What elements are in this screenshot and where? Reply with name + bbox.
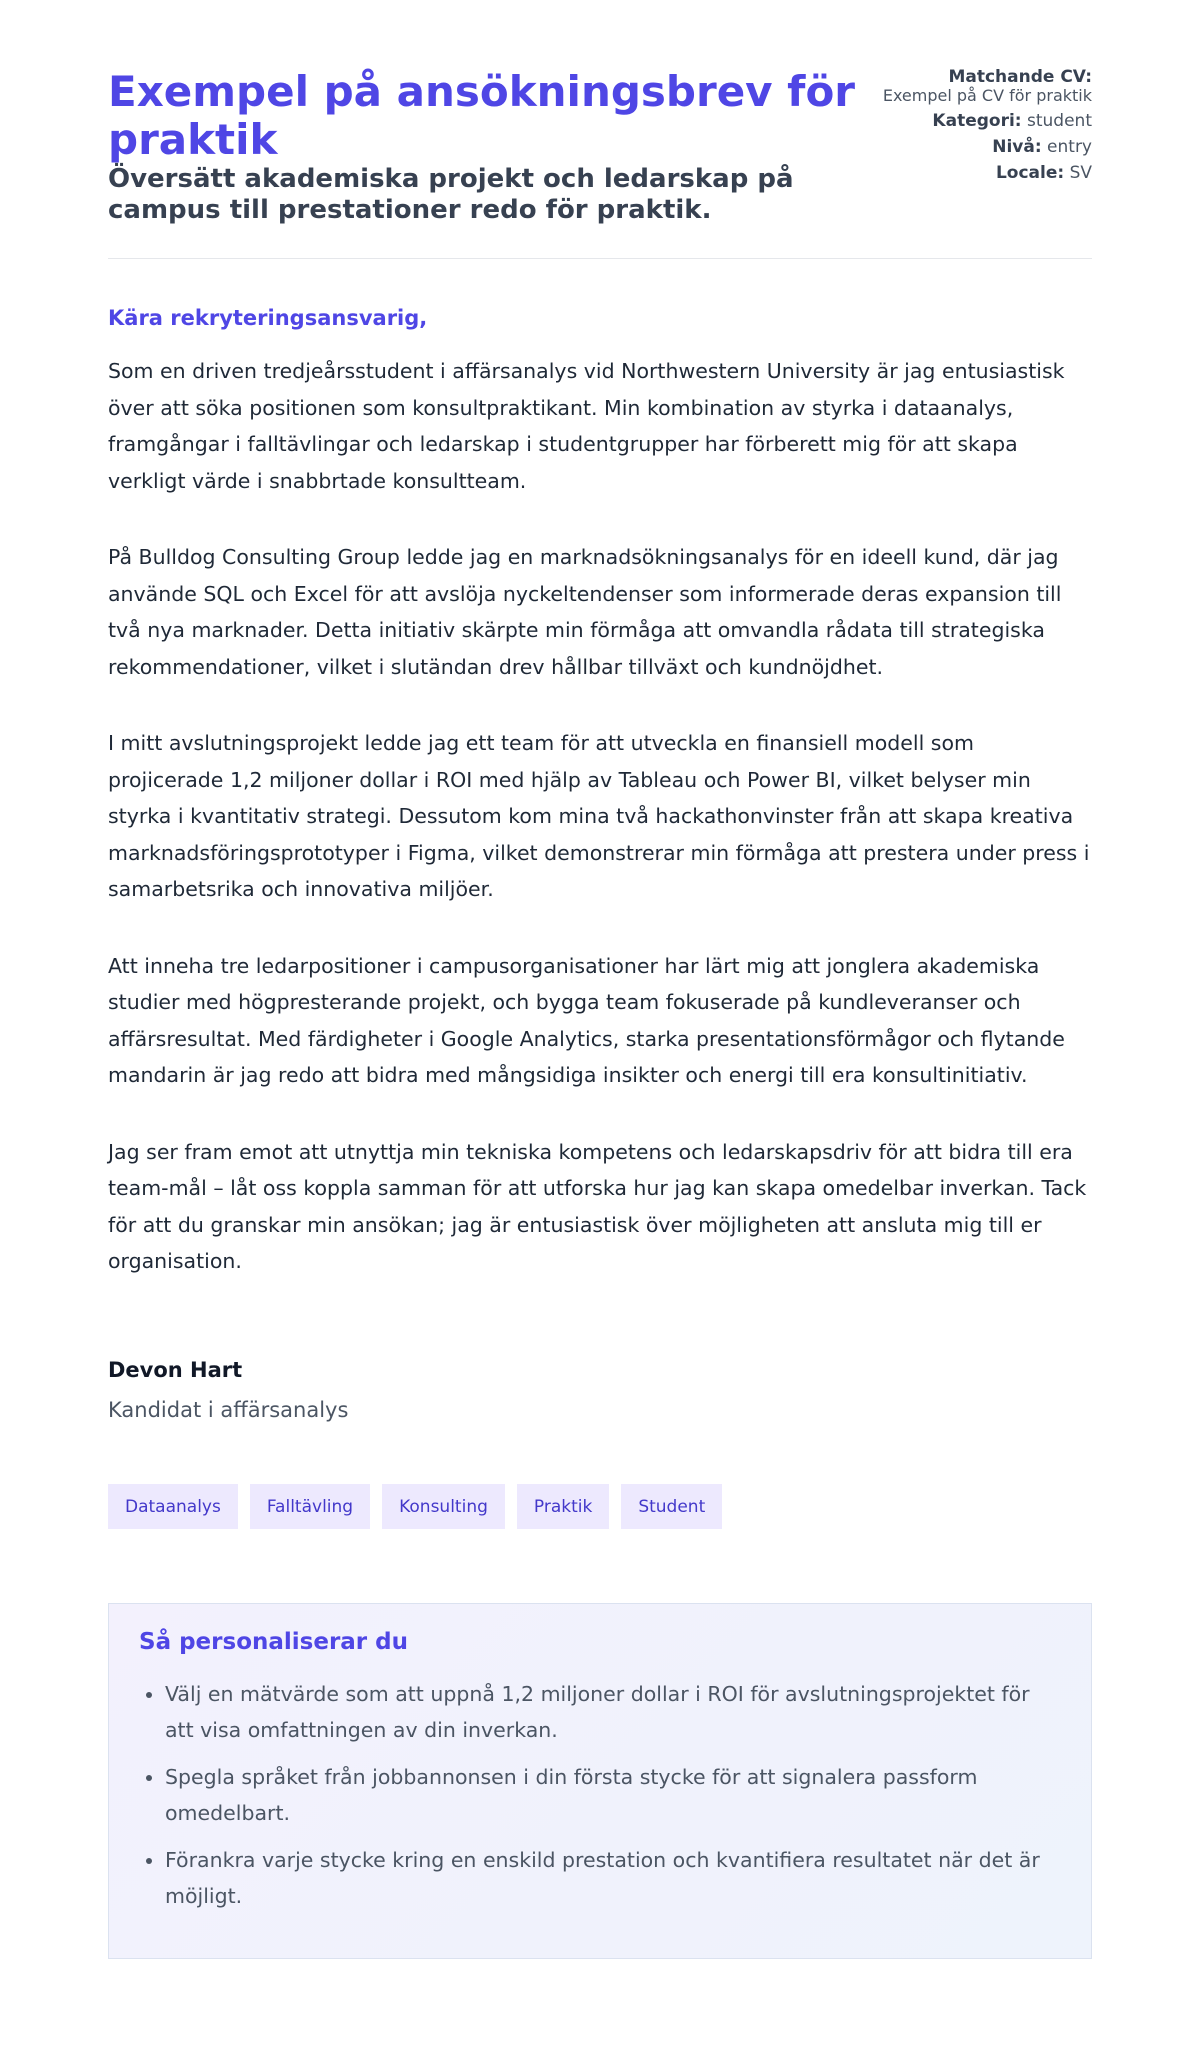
signature-name: Devon Hart <box>108 1357 243 1382</box>
signature-block <box>108 1354 1092 1426</box>
tag-praktik[interactable]: Praktik <box>517 1484 609 1529</box>
letter-paragraph: Jag ser fram emot att utnyttja min tekniska kompetens och ledarskapsdriv för att bidra till era team-mål – låt oss koppla samman för att utforska hur jag kan skapa omedelbar inverkan. Tack för att du granskar min ansökan; jag är entusiastisk över möjligheten att ansluta mig till er organisation. <box>108 1139 1087 1273</box>
meta-level <box>872 136 1092 158</box>
meta-category-label: Kategori: <box>932 111 1022 131</box>
meta-level-value: entry <box>1047 137 1092 157</box>
tips-title: Så personaliserar du <box>139 1628 408 1655</box>
page-title: Exempel på ansökningsbrev för praktik <box>108 67 856 164</box>
letter-paragraph: I mitt avslutningsprojekt ledde jag ett team för att utveckla en finansiell modell som projicerade 1,2 miljoner dollar i ROI med hjälp av Tableau och Power BI, vilket belyser min styrka i kvantitativ strategi. Dessutom kom mina två hackathonvinster från att skapa kreativa marknadsföringsprototyper i Figma, vilket demonstrerar min förmåga att prestera under press i samarbetsrika och innovativa miljöer. <box>108 731 1090 901</box>
meta-panel <box>872 68 1092 188</box>
tip-item: • Förankra varje stycke kring en enskild prestation och kvantifiera resultatet när det är möjligt. <box>165 1842 1061 1915</box>
letter-salutation: Kära rekryteringsansvarig, <box>108 306 428 330</box>
letter-paragraph: Att inneha tre ledarpositioner i campusorganisationer har lärt mig att jonglera akademiska studier med högpresterande projekt, och bygga team fokuserade på kundleveranser och affärsresultat. Med färdigheter i Google Analytics, starka presentationsförmågor och flytande mandarin är jag redo att bidra med mångsidiga insikter och energi till era konsultinitiativ. <box>108 953 1065 1087</box>
meta-category <box>872 110 1092 132</box>
letter-paragraph: Som en driven tredjeårsstudent i affärsanalys vid Northwestern University är jag entusiastisk över att söka positionen som konsultpraktikant. Min kombination av styrka i dataanalys, framgångar i falltävlingar och ledarskap i studentgrupper har förberett mig för att skapa verkligt värde i snabbrtade konsultteam. <box>108 359 1065 493</box>
meta-locale-label: Locale: <box>995 163 1065 183</box>
meta-category-value: student <box>1027 111 1092 131</box>
meta-level-label: Nivå: <box>992 137 1042 157</box>
meta-locale-value: SV <box>1069 163 1092 183</box>
tag-falltavling[interactable]: Falltävling <box>250 1484 370 1529</box>
tips-list <box>139 1676 1061 1915</box>
tag-konsulting[interactable]: Konsulting <box>382 1484 505 1529</box>
tip-item: • Spegla språket från jobbannonsen i din första stycke för att signalera passform omedelbart. <box>165 1759 1061 1832</box>
tip-item: • Välj en mätvärde som att uppnå 1,2 miljoner dollar i ROI för avslutningsprojektet för att visa omfattningen av din inverkan. <box>165 1676 1061 1749</box>
tag-dataanalys[interactable]: Dataanalys <box>108 1484 238 1529</box>
letter-paragraph: På Bulldog Consulting Group ledde jag en marknadsökningsanalys för en ideell kund, där jag använde SQL och Excel för att avslöja nyckeltendenser som informerade deras expansion till två nya marknader. Detta initiativ skärpte min förmåga att omvandla rådata till strategiska rekommendationer, vilket i slutändan drev hållbar tillväxt och kundnöjdhet. <box>108 545 1062 679</box>
meta-matching-cv <box>872 68 1092 106</box>
signature-title: Kandidat i affärsanalys <box>108 1397 349 1422</box>
meta-locale <box>872 162 1092 184</box>
personalization-tips <box>108 1603 1092 1959</box>
meta-cv-link[interactable]: Exempel på CV för praktik <box>882 86 1092 105</box>
tag-student[interactable]: Student <box>621 1484 722 1529</box>
page-header <box>108 0 1092 259</box>
tag-list <box>108 1484 1092 1529</box>
meta-cv-label: Matchande CV: <box>948 67 1092 87</box>
page-subtitle: Översätt akademiska projekt och ledarskap på campus till prestationer redo för praktik. <box>108 164 794 225</box>
letter-body <box>108 259 1092 1959</box>
